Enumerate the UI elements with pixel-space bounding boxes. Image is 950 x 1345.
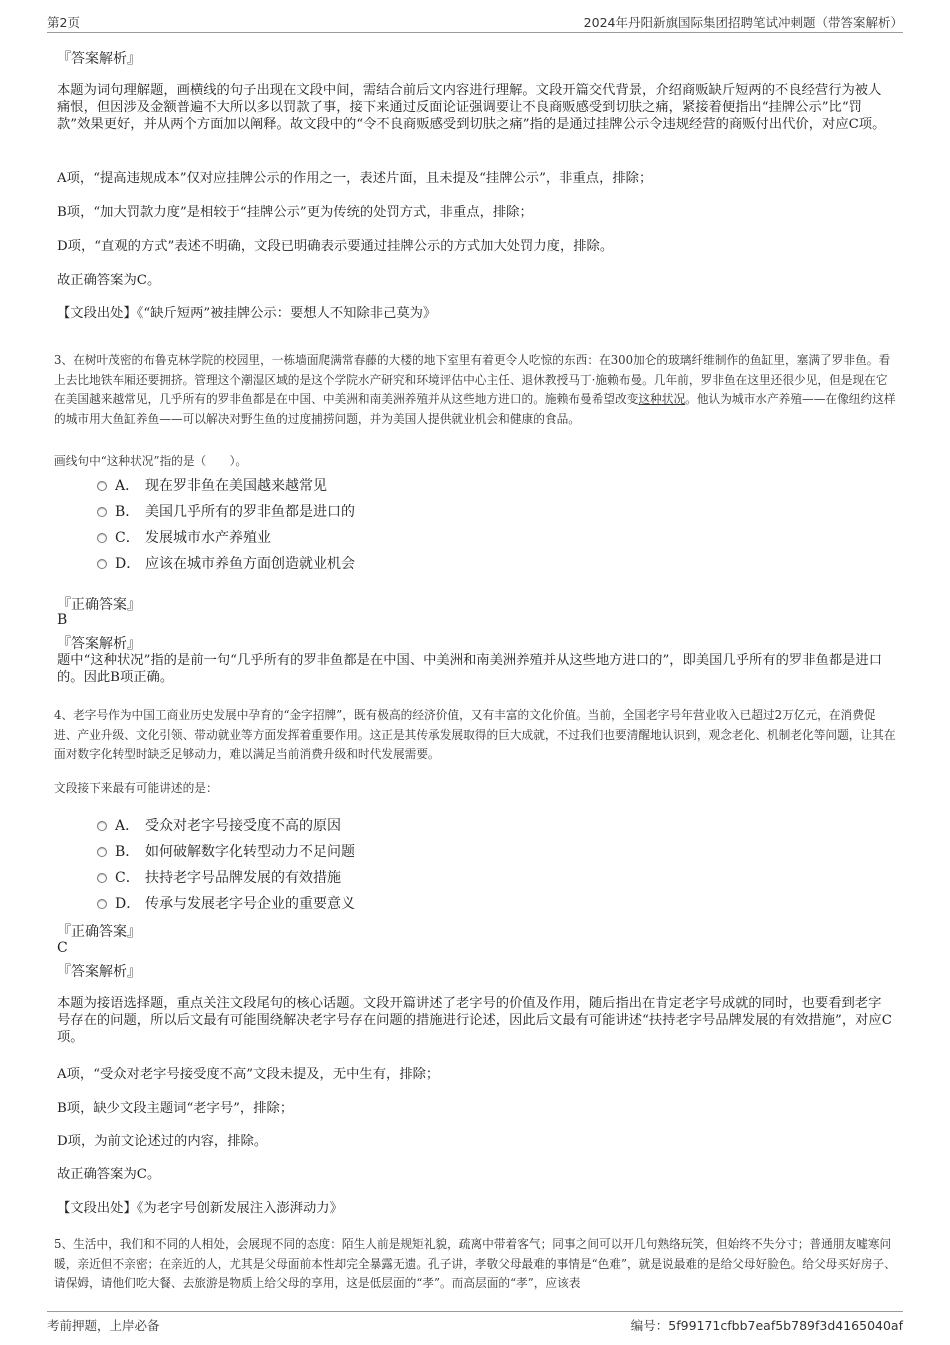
radio-icon[interactable] (97, 481, 107, 491)
q4-analysis-label: 『答案解析』 (57, 964, 141, 980)
page-number: 第2页 (47, 15, 80, 30)
radio-icon[interactable] (97, 847, 107, 857)
radio-icon[interactable] (97, 559, 107, 569)
page-footer (47, 1311, 903, 1332)
q4-answer-line: 故正确答案为C。 (57, 1167, 161, 1182)
radio-icon[interactable] (97, 873, 107, 883)
q4-answer: C (57, 940, 68, 956)
q4-option-a-note: A项，“受众对老字号接受度不高”文段未提及，无中生有，排除； (57, 1067, 440, 1082)
radio-icon[interactable] (97, 821, 107, 831)
page-header (47, 12, 903, 33)
q3-prompt: 画线句中“这种状况”指的是（ ）。 (54, 454, 248, 468)
q2-analysis: 本题为词句理解题，画横线的句子出现在文段中间，需结合前后文内容进行理解。文段开篇交代背景，介绍商贩缺斤短两的不良经营行为被人痛恨，但因涉及金额普遍不大所以多以罚款了事，接下来通过反面论证强调要让不良商贩感受到切肤之痛，紧接着便指出“挂牌公示”比“罚款”效果更好，并从两个方面加以阐释。故文段中的“令不良商贩感受到切肤之痛”指的是通过挂牌公示令违规经营的商贩付出代价，对应C项。 (57, 83, 886, 132)
q3-stem: 3、在树叶茂密的布鲁克林学院的校园里，一栋墙面爬满常春藤的大楼的地下室里有着更令人吃惊的东西：在300加仑的玻璃纤维制作的鱼缸里，塞满了罗非鱼。看上去比地铁车厢还要拥挤。管理这个潮湿区域的是这个学院水产研究和环境评估中心主任、退休教授马丁·施赖布曼。几年前，罗非鱼在这里还很少见，但是现在它在美国越来越常见，几乎所有的罗非鱼都是在中国、中美洲和南美洲养殖并从这些地方进口的。施赖布曼希望改变这种状况。他认为城市水产养殖——在像纽约这样的城市用大鱼缸养鱼——可以解决对野生鱼的过度捕捞问题，并为美国人提供就业机会和健康的食品。 (54, 353, 896, 426)
q2-option-a-note: A项，“提高违规成本”仅对应挂牌公示的作用之一，表述片面，且未提及“挂牌公示”，非重点，排除； (57, 171, 653, 186)
q2-option-b-note: B项，“加大罚款力度”是相较于“挂牌公示”更为传统的处罚方式，非重点，排除； (57, 205, 533, 220)
q3-answer-label: 『正确答案』 (57, 597, 141, 613)
q3-underlined-phrase: 这种状况 (638, 392, 686, 406)
q3-analysis-label: 『答案解析』 (57, 636, 141, 652)
q2-answer-line: 故正确答案为C。 (57, 273, 161, 288)
footer-slogan: 考前押题，上岸必备 (47, 1318, 160, 1333)
q2-analysis-label: 『答案解析』 (57, 51, 141, 67)
radio-icon[interactable] (97, 899, 107, 909)
document-code: 编号：5f99171cfbb7eaf5b789f3d4165040af (630, 1318, 903, 1333)
q4-option-b-note: B项，缺少文段主题词“老字号”，排除； (57, 1101, 294, 1116)
q4-stem: 4、老字号作为中国工商业历史发展中孕育的“金字招牌”，既有极高的经济价值，又有丰富的文化价值。当前，全国老字号年营业收入已超过2万亿元，在消费促进、产业升级、文化引领、带动就业等方面发挥着重要作用。这正是其传承发展取得的巨大成就，不过我们也要清醒地认识到，观念老化、机制老化等问题，让其在面对数字化转型时缺乏足够动力，难以满足当前消费升级和时代发展需要。 (54, 708, 896, 761)
q3-answer: B (57, 612, 68, 628)
q3-analysis: 题中“这种状况”指的是前一句“几乎所有的罗非鱼都是在中国、中美洲和南美洲养殖并从这些地方进口的”，即美国几乎所有的罗非鱼都是进口的。因此B项正确。 (57, 653, 883, 685)
q4-analysis: 本题为接语选择题，重点关注文段尾句的核心话题。文段开篇讲述了老字号的价值及作用，随后指出在肯定老字号成就的同时，也要看到老字号存在的问题，所以后文最有可能围绕解决老字号存在问题的措施进行论述，因此后文最有可能讲述“扶持老字号品牌发展的有效措施”，对应C项。 (57, 996, 892, 1045)
q5-stem: 5、生活中，我们和不同的人相处，会展现不同的态度：陌生人前是规矩礼貌，疏离中带着客气；同事之间可以开几句熟络玩笑，但始终不失分寸；普通朋友嘘寒问暖，亲近但不亲密；在亲近的人，尤其是父母面前本性却完全暴露无遗。孔子讲，孝敬父母最难的事情是“色难”，就是说最难的是给父母好脸色。给父母买好房子、请保姆，请他们吃大餐、去旅游是物质上给父母的享用，这是低层面的“孝”。而高层面的“孝”，应该表 (54, 1237, 896, 1290)
document-title: 2024年丹阳新旗国际集团招聘笔试冲刺题（带答案解析） (583, 15, 903, 30)
q2-source: 【文段出处】《“缺斤短两”被挂牌公示：要想人不知除非己莫为》 (57, 306, 437, 321)
q2-option-d-note: D项，“直观的方式”表述不明确，文段已明确表示要通过挂牌公示的方式加大处罚力度，排除。 (57, 239, 614, 254)
q4-option-d-note: D项，为前文论述过的内容，排除。 (57, 1134, 268, 1149)
radio-icon[interactable] (97, 507, 107, 517)
q4-prompt: 文段接下来最有可能讲述的是： (54, 781, 218, 795)
radio-icon[interactable] (97, 533, 107, 543)
q4-answer-label: 『正确答案』 (57, 924, 141, 940)
q4-source: 【文段出处】《为老字号创新发展注入澎湃动力》 (57, 1201, 343, 1216)
